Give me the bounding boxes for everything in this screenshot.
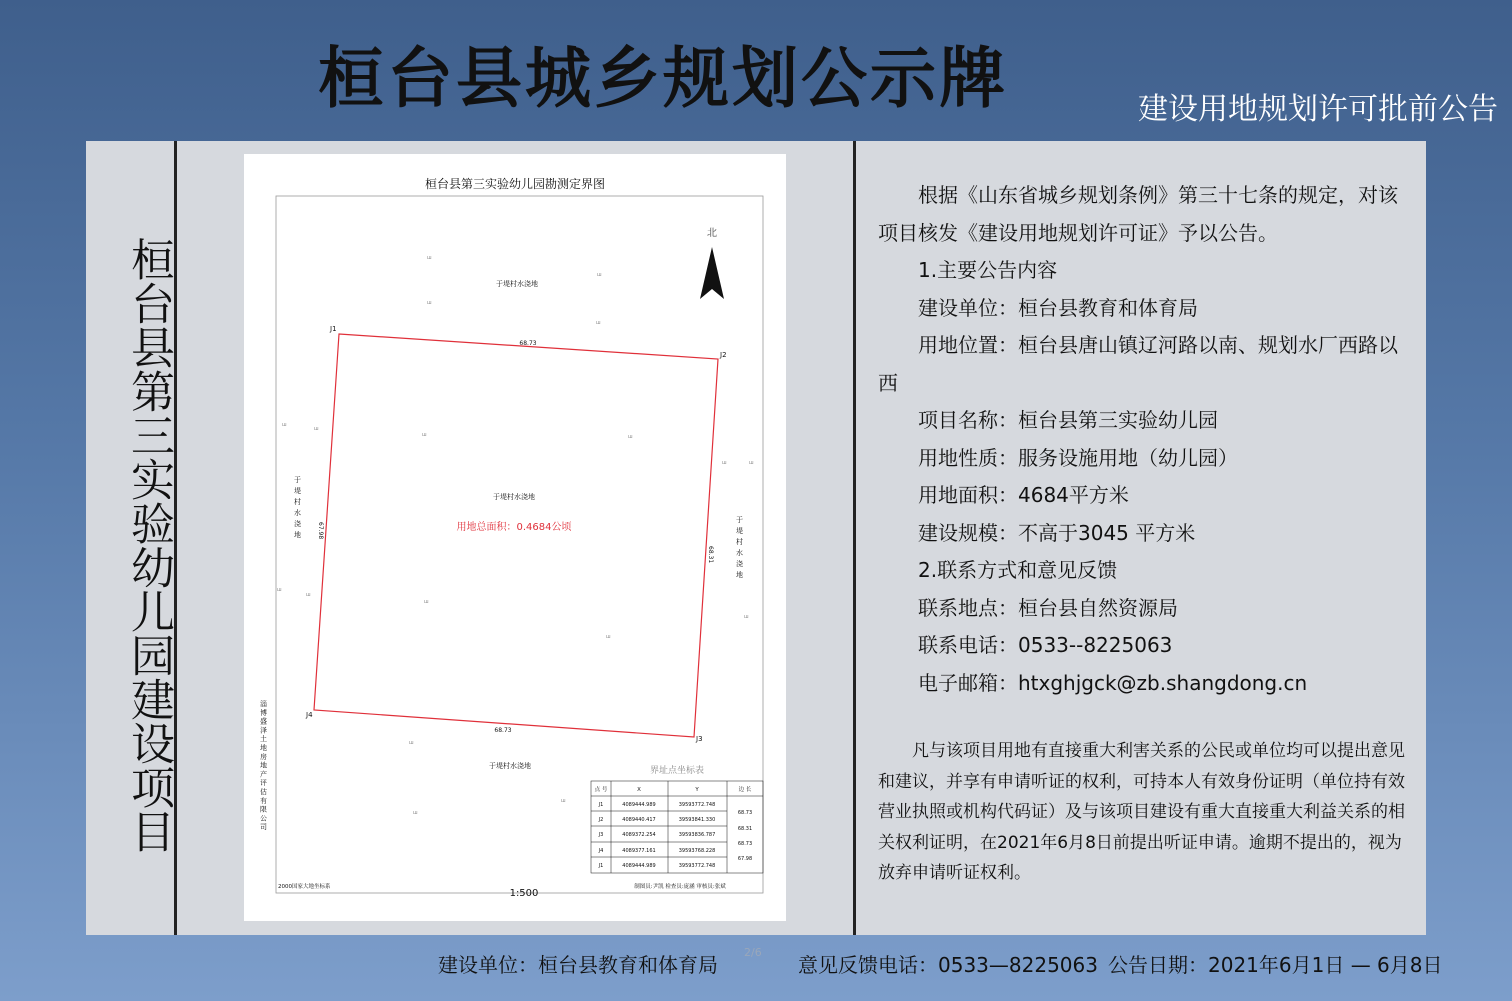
survey-map (244, 154, 786, 921)
survey-company: 淄博盛泽土地房地产评估有限公司 (260, 700, 267, 832)
footer-date: 公告日期：2021年6月1日 — 6月8日 (1108, 953, 1443, 977)
construction-unit: 建设单位：桓台县教育和体育局 (918, 295, 1198, 320)
parcel-boundary (314, 334, 718, 737)
svg-text:ш: ш (596, 320, 601, 326)
coord-system: 2000国家大地坐标系 (278, 884, 331, 890)
svg-text:4089377.161: 4089377.161 (622, 848, 656, 854)
map-frame (276, 196, 763, 893)
point-j2: J2 (720, 351, 727, 359)
page-indicator: 2/6 (744, 946, 762, 959)
svg-text:ш: ш (427, 300, 432, 306)
edge-right: 68.31 (707, 546, 714, 564)
svg-text:J1: J1 (598, 802, 604, 808)
divider-left (174, 141, 177, 935)
coord-table-headers (595, 785, 752, 793)
edge-bottom: 68.73 (494, 727, 512, 734)
svg-text:J2: J2 (598, 817, 604, 823)
edge-top: 68.73 (519, 340, 537, 347)
notice-text (878, 177, 1410, 702)
svg-text:39593772.748: 39593772.748 (678, 863, 716, 869)
svg-text:68.73: 68.73 (737, 810, 753, 816)
section-1-heading: 1.主要公告内容 (918, 258, 1058, 282)
svg-text:4089444.989: 4089444.989 (622, 863, 656, 869)
hearing-notice: 凡与该项目用地有直接重大利害关系的公民或单位均可以提出意见和建议，并享有申请听证的权利，可持本人有效身份证明（单位持有效营业执照或机构代码证）及与该项目建设有重大直接重大利益关系的相关权利证明，在2021年6月8日前提出听证申请。逾期不提出的，视为放弃申请听证权利。 (878, 741, 1405, 883)
point-j3: J3 (696, 735, 703, 743)
land-north-label: 于堤村水浇地 (496, 280, 538, 288)
footer-unit: 建设单位：桓台县教育和体育局 (438, 953, 718, 977)
north-arrow-icon (700, 247, 724, 299)
svg-text:ш: ш (427, 255, 432, 261)
svg-text:J3: J3 (598, 832, 604, 838)
svg-text:ш: ш (744, 614, 749, 620)
point-j1: J1 (330, 325, 337, 333)
north-label: 北 (707, 228, 717, 239)
svg-text:39593772.748: 39593772.748 (678, 802, 716, 808)
svg-text:4089440.417: 4089440.417 (622, 817, 656, 823)
notice-board (86, 141, 1426, 935)
svg-text:ш: ш (409, 740, 414, 746)
coord-table-caption: 界址点坐标表 (649, 766, 705, 776)
survey-map-sheet (244, 154, 786, 921)
project-name: 项目名称：桓台县第三实验幼儿园 (918, 408, 1218, 432)
svg-text:点 号: 点 号 (594, 787, 608, 793)
svg-text:ш: ш (597, 272, 602, 278)
divider-right (853, 141, 856, 935)
svg-text:ш: ш (413, 810, 418, 816)
svg-text:ш: ш (606, 634, 611, 640)
area-label: 用地总面积：0.4684公顷 (456, 522, 572, 533)
svg-text:ш: ш (314, 426, 319, 432)
svg-text:ш: ш (306, 592, 311, 598)
point-j4: J4 (306, 711, 313, 719)
svg-text:ш: ш (722, 460, 727, 466)
svg-text:ш: ш (424, 599, 429, 605)
notice-intro: 根据《山东省城乡规划条例》第三十七条的规定，对该项目核发《建设用地规划许可证》予以公告。 (878, 183, 1398, 245)
svg-text:ш: ш (628, 434, 633, 440)
svg-text:J1: J1 (598, 863, 604, 869)
land-location: 用地位置：桓台县唐山镇辽河路以南、规划水厂西路以西 (878, 333, 1398, 395)
svg-text:ш: ш (422, 432, 427, 438)
svg-text:39593836.787: 39593836.787 (678, 832, 716, 838)
land-nature: 用地性质：服务设施用地（幼儿园） (918, 445, 1238, 470)
construction-scale: 建设规模：不高于3045 平方米 (918, 520, 1196, 545)
footer-phone: 意见反馈电话：0533—8225063 (798, 953, 1098, 977)
svg-text:39593841.330: 39593841.330 (678, 817, 716, 823)
svg-text:4089372.254: 4089372.254 (622, 832, 656, 838)
coord-table-rows (598, 802, 752, 869)
svg-text:ш: ш (749, 460, 754, 466)
land-west-label: 于堤村水浇地 (294, 476, 301, 539)
svg-text:ш: ш (277, 587, 282, 593)
svg-text:4089444.989: 4089444.989 (622, 802, 656, 808)
svg-text:39593768.228: 39593768.228 (678, 848, 716, 854)
svg-text:Y: Y (695, 787, 699, 793)
map-title: 桓台县第三实验幼儿园勘测定界图 (424, 177, 606, 191)
contact-phone: 联系电话：0533--8225063 (918, 633, 1173, 657)
contact-email: 电子邮箱：htxghjgck@zb.shangdong.cn (918, 670, 1308, 695)
svg-text:X: X (637, 787, 641, 793)
svg-text:68.31: 68.31 (737, 826, 753, 832)
svg-text:67.98: 67.98 (737, 856, 753, 862)
edge-left: 67.98 (317, 522, 324, 540)
svg-text:ш: ш (561, 798, 566, 804)
crop-symbols (277, 255, 754, 816)
section-2-heading: 2.联系方式和意见反馈 (918, 558, 1118, 582)
contact-address: 联系地点：桓台县自然资源局 (918, 595, 1178, 620)
sub-title: 建设用地规划许可批前公告 (1138, 92, 1498, 127)
land-area: 用地面积：4684平方米 (918, 483, 1129, 507)
land-center-label: 于堤村水浇地 (493, 493, 535, 501)
svg-text:68.73: 68.73 (737, 841, 753, 847)
map-scale: 1:500 (509, 888, 539, 899)
svg-text:边 长: 边 长 (738, 787, 752, 793)
svg-text:ш: ш (282, 422, 287, 428)
land-south-label: 于堤村水浇地 (489, 762, 531, 770)
project-vertical-title: 桓台县第三实验幼儿园建设项目 (123, 237, 174, 853)
land-east-label: 于堤村水浇地 (736, 516, 743, 579)
main-title: 桓台县城乡规划公示牌 (318, 39, 1008, 117)
map-credits: 制图员:尹凯 检查员:庞涵 审核员:张斌 (634, 884, 726, 890)
svg-text:J4: J4 (598, 848, 604, 854)
